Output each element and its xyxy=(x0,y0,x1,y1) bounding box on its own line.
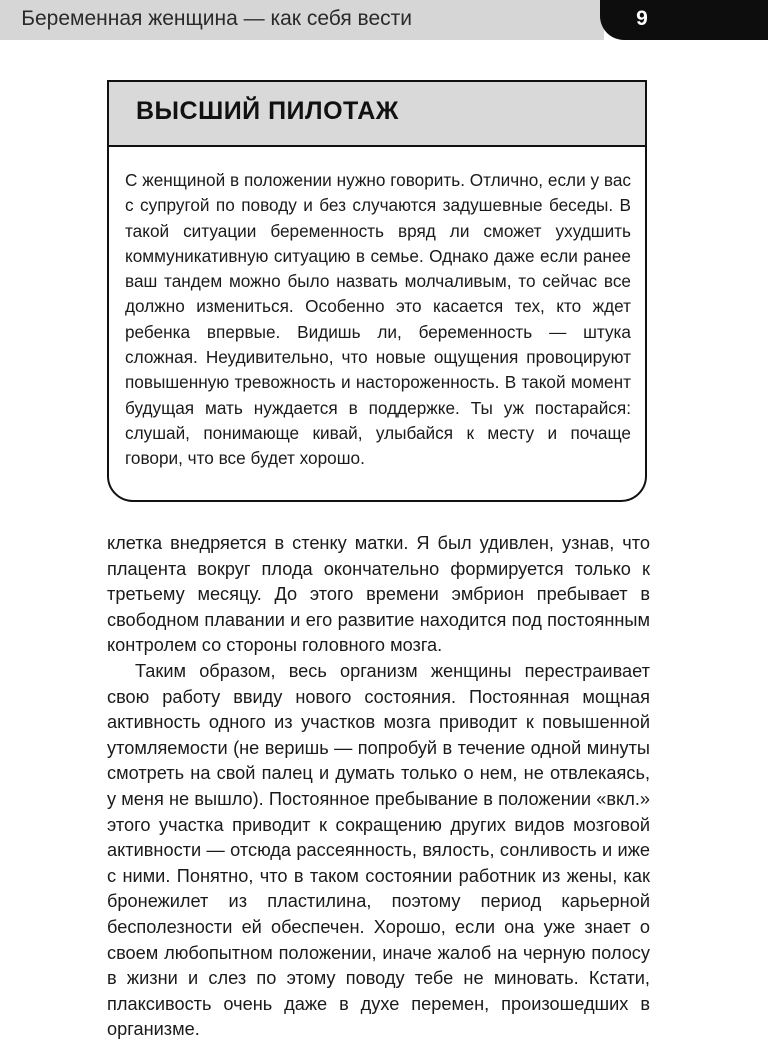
sidebar-paragraph: С женщиной в положении нужно говорить. Отлично, если у вас с супругой по поводу и без случаются задушевные беседы. В такой ситуации беременность вряд ли сможет ухудшить коммуникативную ситуацию в семье. Однако даже если ранее ваш тандем можно было назвать молчаливым, то сейчас все должно измениться. Особенно это касается тех, кто ждет ребенка впервые. Видишь ли, беременность — штука сложная. Неудивительно, что новые ощущения провоцируют повышенную тревожность и настороженность. В такой момент будущая мать нуждается в поддержке. Ты уж постарайся: слушай, понимающе кивай, улыбайся к месту и почаще говори, что все будет хорошо. xyxy=(125,170,631,469)
sidebar-body xyxy=(125,168,631,472)
page-number-tab xyxy=(600,0,768,40)
sidebar-box xyxy=(107,80,647,502)
sidebar-title: ВЫСШИЙ ПИЛОТАЖ xyxy=(136,97,399,125)
running-title: Беременная женщина — как себя вести xyxy=(21,7,412,30)
body-paragraph-1: клетка внедряется в стенку матки. Я был удивлен, узнав, что плацента вокруг плода окончательно формируется только к третьему месяцу. До этого времени эмбрион пребывает в свободном плавании и его развитие находится под постоянным контролем со стороны головного мозга. xyxy=(107,533,650,656)
page-number: 9 xyxy=(636,7,648,30)
running-header xyxy=(0,0,768,40)
sidebar-header xyxy=(109,82,645,147)
main-text xyxy=(107,531,650,1043)
body-paragraph-2: Таким образом, весь организм женщины перестраивает свою работу ввиду нового состояния. Постоянная мощная активность одного из участков мозга приводит к повышенной утомляемости (не веришь — попробуй в течение одной минуты смотреть на свой палец и думать только о нем, не отвлекаясь, у меня не вышло). Постоянное пребывание в положении «вкл.» этого участка приводит к сокращению других видов мозговой активности — отсюда рассеянность, вялость, сонливость и иже с ними. Понятно, что в таком состоянии работник из жены, как бронежилет из пластилина, поэтому период карьерной бесполезности ей обеспечен. Хорошо, если она уже знает о своем любопытном положении, иначе жалоб на черную полосу в жизни и слез по этому поводу тебе не миновать. Кстати, плаксивость очень даже в духе перемен, произошедших в организме. xyxy=(107,660,650,1040)
header-bar xyxy=(0,0,604,40)
